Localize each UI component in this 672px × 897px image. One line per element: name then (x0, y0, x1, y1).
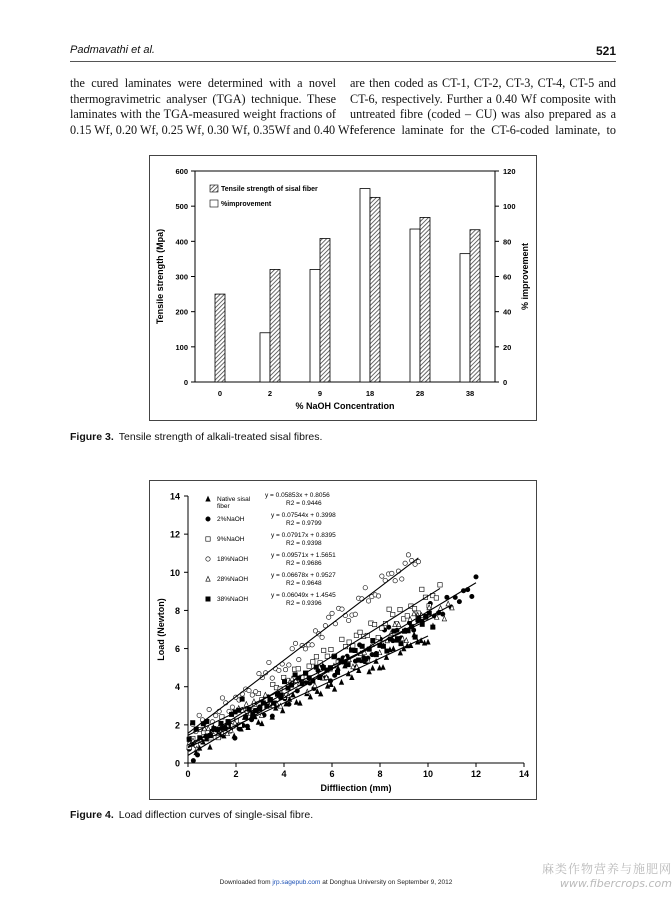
body-line: CT-6, respectively. Further a 0.40 Wf composite with (350, 91, 616, 106)
data-point (253, 690, 257, 694)
data-point (434, 596, 438, 600)
y2-axis-title: % improvement (520, 242, 530, 311)
bar-tensile-strength (320, 239, 330, 382)
x-tick-label: 12 (470, 769, 482, 779)
trend-equation: y = 0.07544x + 0.3998 (271, 512, 336, 519)
legend-marker (206, 496, 210, 501)
figure-3-caption-label: Figure 3. (70, 431, 114, 443)
trend-r-squared: R2 = 0.9686 (286, 560, 322, 567)
x-tick-label: 0 (185, 769, 191, 779)
legend-swatch-tensile (210, 185, 218, 192)
body-line: are then coded as CT-1, CT-2, CT-3, CT-4, CT-5 and (350, 76, 616, 90)
y-tick-label: 4 (174, 682, 180, 693)
data-point (387, 607, 391, 611)
data-point (220, 696, 224, 700)
data-point (191, 758, 195, 762)
trend-r-squared: R2 = 0.9446 (286, 500, 322, 507)
data-point (191, 721, 195, 725)
figure-3-caption (70, 431, 616, 443)
running-head (70, 44, 616, 60)
data-point (385, 649, 389, 653)
data-point (376, 635, 380, 639)
trend-r-squared: R2 = 0.9799 (286, 520, 322, 527)
y-axis-title: Load (Newton) (156, 598, 166, 661)
data-point (290, 646, 294, 650)
y2-tick-label: 60 (503, 272, 512, 282)
figure-4-frame (149, 480, 537, 800)
y-tick-label: 12 (169, 529, 180, 540)
x-axis-title: % NaOH Concentration (295, 401, 395, 411)
footer-link[interactable]: jrp.sagepub.com (272, 879, 321, 886)
legend-marker (206, 597, 210, 601)
data-point (307, 664, 311, 668)
trend-line (188, 605, 452, 745)
data-point (332, 686, 336, 691)
x-tick-label: 8 (377, 769, 383, 779)
body-line: laminates with the TGA-measured weight fractions of (70, 107, 336, 121)
data-point (442, 616, 446, 621)
data-point (247, 688, 251, 692)
x-tick-label: 4 (281, 769, 287, 779)
running-head-author: Padmavathi et al. (70, 44, 155, 56)
legend-marker (206, 557, 210, 561)
watermark-line-1: 麻类作物营养与施肥网 (541, 862, 672, 876)
body-line: the cured laminates were determined with a novel (70, 76, 336, 90)
y-tick-label: 0 (174, 758, 180, 769)
y-tick-label: 500 (175, 202, 188, 212)
legend-series-label: 18%NaOH (217, 556, 249, 563)
body-column-right (350, 76, 616, 138)
data-point (283, 667, 287, 671)
data-point (360, 644, 364, 648)
y-tick-label: 0 (183, 378, 188, 387)
trend-line (188, 588, 440, 747)
legend-series-label: 2%NaOH (217, 516, 245, 523)
y-tick-label: 300 (175, 272, 188, 282)
data-point (413, 635, 417, 639)
data-point (282, 679, 286, 683)
bar-improvement (460, 254, 470, 382)
bar-tensile-strength (370, 197, 380, 382)
x-tick-label: 6 (329, 769, 335, 779)
legend-series-label: 28%NaOH (217, 576, 249, 583)
data-point (358, 630, 362, 634)
trend-r-squared: R2 = 0.9398 (286, 540, 322, 547)
data-point (431, 625, 435, 629)
data-point (380, 574, 384, 578)
data-point (340, 637, 344, 641)
data-point (395, 636, 399, 640)
y2-tick-label: 40 (503, 307, 512, 317)
body-line: thermogravimetric analyser (TGA) technique. These (70, 91, 336, 106)
trend-equation: y = 0.06049x + 1.4545 (271, 592, 336, 599)
data-point (391, 646, 395, 651)
legend-label-tensile: Tensile strength of sisal fiber (221, 186, 318, 193)
y-tick-label: 100 (175, 342, 188, 352)
data-point (197, 713, 201, 717)
data-point (297, 657, 301, 661)
data-point (207, 707, 211, 711)
data-point (270, 676, 274, 680)
data-point (372, 622, 376, 626)
bar-improvement (410, 229, 420, 382)
y2-tick-label: 120 (503, 167, 516, 176)
data-point (287, 702, 291, 706)
data-point (280, 708, 284, 713)
figure-4-caption-text: Load diflection curves of single-sisal fibre. (118, 809, 314, 821)
trend-r-squared: R2 = 0.9648 (286, 580, 322, 587)
trend-equation: y = 0.05853x + 0.8056 (265, 492, 330, 499)
data-point (391, 612, 395, 616)
footer-suffix: at Donghua University on September 9, 2012 (320, 879, 453, 886)
data-point (371, 638, 375, 642)
data-point (293, 641, 297, 645)
data-point (346, 662, 350, 666)
data-point (446, 601, 450, 606)
data-point (327, 615, 331, 619)
data-point (366, 599, 370, 603)
data-point (233, 736, 237, 740)
data-point (330, 611, 334, 615)
data-point (364, 657, 368, 661)
data-point (399, 641, 403, 645)
data-point (356, 658, 360, 662)
bar-improvement (260, 333, 270, 382)
data-point (214, 713, 218, 717)
data-point (335, 670, 339, 674)
legend-marker (206, 537, 210, 541)
x-tick-label: 0 (217, 389, 223, 398)
trend-equation: y = 0.06678x + 0.9527 (271, 572, 336, 579)
data-point (470, 594, 474, 598)
data-point (257, 671, 261, 675)
data-point (353, 648, 357, 652)
trend-line (188, 583, 476, 756)
data-point (287, 663, 291, 667)
data-point (340, 607, 344, 611)
watermark-line-2: www.fibercrops.com (559, 877, 672, 890)
legend-series-label: 9%NaOH (217, 536, 245, 543)
data-point (256, 720, 260, 725)
data-point (412, 606, 416, 610)
data-point (240, 697, 244, 701)
bar-improvement (360, 189, 370, 382)
data-point (320, 635, 324, 639)
data-point (195, 753, 199, 757)
x-tick-label: 2 (233, 769, 239, 779)
y2-tick-label: 0 (503, 378, 508, 387)
data-point (270, 714, 274, 718)
data-point (311, 660, 315, 664)
data-point (457, 599, 461, 603)
x-tick-label: 9 (317, 389, 323, 398)
data-point (405, 614, 409, 618)
legend-label-improvement: %improvement (221, 201, 272, 208)
body-column-left (70, 76, 354, 138)
bar-improvement (310, 269, 320, 382)
data-point (346, 618, 350, 622)
figure-4-scatter-chart (150, 481, 536, 799)
data-point (403, 561, 407, 565)
data-point (296, 667, 300, 671)
x-tick-label: 18 (365, 389, 375, 398)
x-tick-label: 14 (518, 769, 530, 779)
data-point (393, 579, 397, 583)
x-tick-label: 2 (267, 389, 273, 398)
figure-4-caption (70, 809, 616, 821)
data-point (267, 660, 271, 664)
data-point (294, 700, 298, 705)
y-tick-label: 400 (175, 237, 188, 247)
data-point (321, 648, 325, 652)
body-line: reference laminate for the CT-6-coded laminate, to (350, 122, 616, 137)
y-tick-label: 2 (174, 720, 180, 731)
data-point (314, 655, 318, 659)
data-point (230, 705, 234, 709)
data-point (390, 571, 394, 575)
data-point (363, 586, 367, 590)
data-point (416, 559, 420, 563)
x-axis-title: Diffliection (mm) (320, 783, 392, 793)
trend-line (188, 618, 433, 736)
x-tick-label: 38 (465, 389, 475, 398)
trend-line (188, 636, 428, 748)
data-point (441, 612, 445, 616)
y2-tick-label: 100 (503, 202, 516, 212)
header-rule (70, 61, 616, 62)
data-point (474, 575, 478, 579)
data-point (339, 680, 343, 685)
data-point (381, 644, 385, 648)
y-tick-label: 14 (169, 491, 180, 502)
x-tick-label: 10 (422, 769, 434, 779)
bar-tensile-strength (470, 230, 480, 382)
data-point (376, 594, 380, 598)
data-point (244, 702, 248, 707)
data-point (298, 701, 302, 706)
legend-series-label: Native sisal (217, 496, 251, 503)
bar-tensile-strength (270, 269, 280, 382)
data-point (303, 647, 307, 651)
data-point (187, 737, 191, 741)
site-watermark (532, 860, 672, 890)
body-line: 0.15 Wf, 0.20 Wf, 0.25 Wf, 0.30 Wf, 0.35Wf and 0.40 Wf (70, 122, 354, 137)
y-tick-label: 600 (175, 167, 188, 176)
y2-tick-label: 80 (503, 237, 512, 247)
data-point (381, 665, 385, 670)
body-line: untreated fibre (coded – CU) was also prepared as a (350, 107, 616, 121)
figure-3-caption-text: Tensile strength of alkali-treated sisal fibres. (118, 431, 323, 443)
data-point (426, 639, 430, 644)
legend-series-label: fiber (217, 503, 230, 510)
data-point (245, 724, 249, 728)
y-tick-label: 6 (174, 644, 180, 655)
legend-marker (206, 576, 210, 581)
data-point (370, 665, 374, 670)
y-axis-title: Tensile strength (Mpa) (155, 228, 165, 325)
legend-series-label: 38%NaOH (217, 596, 249, 603)
data-point (406, 553, 410, 557)
y2-tick-label: 20 (503, 342, 512, 352)
trend-r-squared: R2 = 0.9396 (286, 600, 322, 607)
figure-3-bar-chart (150, 156, 536, 420)
data-point (329, 647, 333, 651)
bar-tensile-strength (420, 217, 430, 382)
data-point (353, 612, 357, 616)
data-point (404, 638, 408, 643)
data-point (208, 744, 212, 749)
figure-4-caption-label: Figure 4. (70, 809, 114, 821)
page-number: 521 (595, 44, 616, 58)
data-point (374, 652, 378, 656)
legend-swatch-improvement (210, 200, 218, 207)
footer-prefix: Downloaded from (219, 879, 273, 886)
data-point (412, 611, 416, 616)
data-point (277, 668, 281, 672)
data-point (310, 643, 314, 647)
y-tick-label: 200 (175, 307, 188, 317)
data-point (420, 587, 424, 591)
figure-3-frame (149, 155, 537, 421)
bar-tensile-strength (215, 294, 225, 382)
y-tick-label: 8 (174, 605, 180, 616)
data-point (398, 607, 402, 611)
trend-equation: y = 0.09571x + 1.5651 (271, 552, 336, 559)
x-tick-label: 28 (415, 389, 425, 398)
trend-equation: y = 0.07917x + 0.8395 (271, 532, 336, 539)
data-point (263, 692, 267, 697)
legend-marker (206, 517, 210, 521)
data-point (400, 577, 404, 581)
data-point (438, 583, 442, 587)
y-tick-label: 10 (169, 567, 180, 578)
